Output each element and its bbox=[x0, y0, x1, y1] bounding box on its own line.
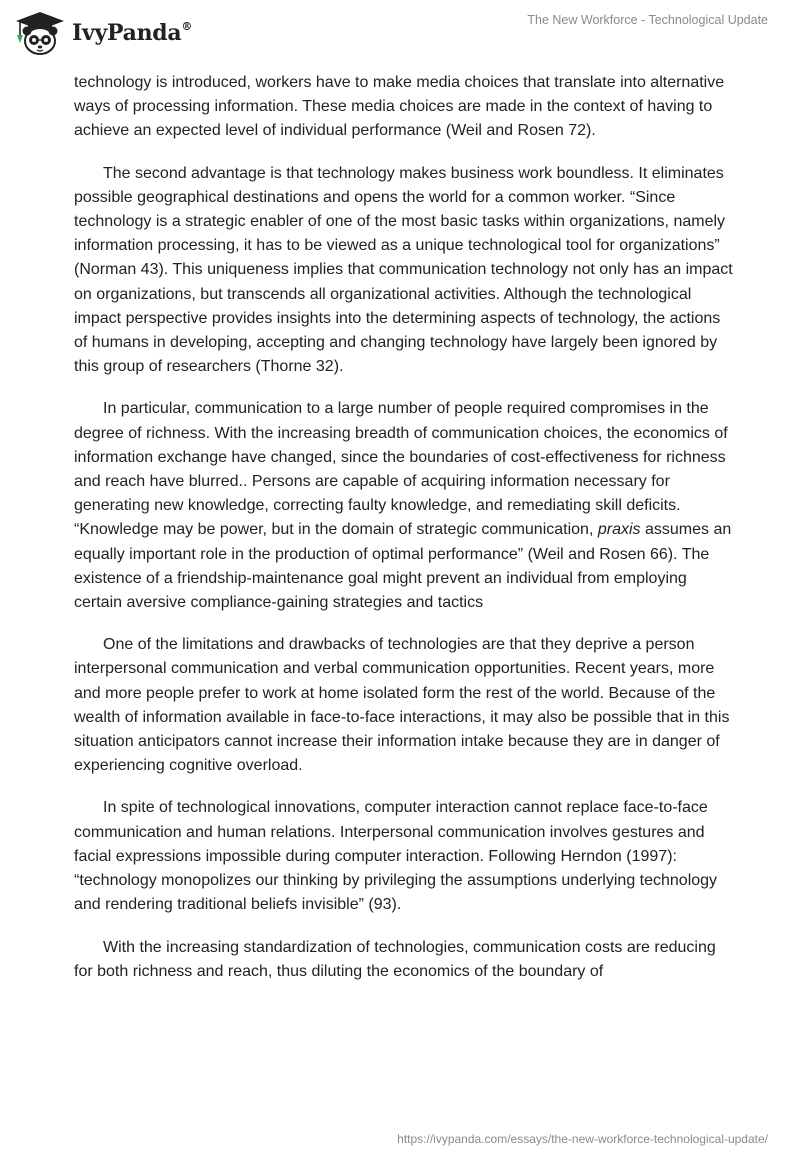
essay-body bbox=[74, 71, 734, 1002]
paragraph-2: The second advantage is that technology makes business work boundless. It eliminates possible geographical destinations and opens the world for a common worker. “Since technology is a strategic enabler of one of the most basic tasks within organizations, namely information processing, it has to be viewed as a unique technological tool for organizations” (Norman 43). This uniqueness implies that communication technology not only has an impact on organizations, but transcends all organizational activities. Although the technological impact perspective provides insights into the determining aspects of technology, the actions of humans in developing, accepting and changing technology have largely been ignored by this group of researchers (Thorne 32). bbox=[74, 164, 733, 376]
paragraph-3-after: assumes an equally important role in the production of optimal performance” (Weil and Rosen 66). The existence of a friendship-maintenance goal might prevent an individual from employing certain aversive compliance-gaining strategies and tactics bbox=[74, 521, 732, 612]
document-title: The New Workforce - Technological Update bbox=[527, 13, 768, 27]
source-url-link[interactable]: https://ivypanda.com/essays/the-new-workforce-technological-update/ bbox=[397, 1132, 768, 1146]
page-header bbox=[0, 0, 800, 70]
paragraph-1: technology is introduced, workers have to make media choices that translate into alternative ways of processing information. These media choices are made in the context of having to achieve an expected level of individual performance (Weil and Rosen 72). bbox=[74, 74, 725, 140]
paragraph-3-before: In particular, communication to a large number of people required compromises in the degree of richness. With the increasing breadth of communication choices, the economics of information exchange have changed, since the boundaries of cost-effectiveness for richness and reach have blurred.. Persons are capable of acquiring information necessary for generating new knowledge, correcting faulty knowledge, and remediating skill deficits. “Knowledge may be power, but in the domain of strategic communication, bbox=[74, 400, 728, 539]
paragraph-5: In spite of technological innovations, computer interaction cannot replace face-to-face communication and human relations. Interpersonal communication involves gestures and facial expressions impossible during computer interaction. Following Herndon (1997): “technology monopolizes our thinking by privileging the assumptions underlying technology and rendering traditional beliefs invisible” (93). bbox=[74, 799, 718, 914]
registered-mark: ® bbox=[181, 19, 193, 33]
ivypanda-logo[interactable] bbox=[14, 8, 234, 58]
panda-graduate-icon bbox=[14, 10, 66, 56]
brand-name: IvyPanda® bbox=[72, 19, 193, 46]
paragraph-6: With the increasing standardization of technologies, communication costs are reducing for both richness and reach, thus diluting the economics of the boundary of bbox=[74, 938, 716, 980]
paragraph-4: One of the limitations and drawbacks of technologies are that they deprive a person interpersonal communication and verbal communication opportunities. Recent years, more and more people prefer to work at home isolated form the rest of the world. Because of the wealth of information available in face-to-face interactions, it may also be possible that in this situation anticipators cannot increase their information intake because they are in danger of experiencing cognitive overload. bbox=[74, 636, 730, 775]
paragraph-3-emphasis: praxis bbox=[597, 521, 641, 539]
paragraph-3 bbox=[74, 397, 734, 615]
